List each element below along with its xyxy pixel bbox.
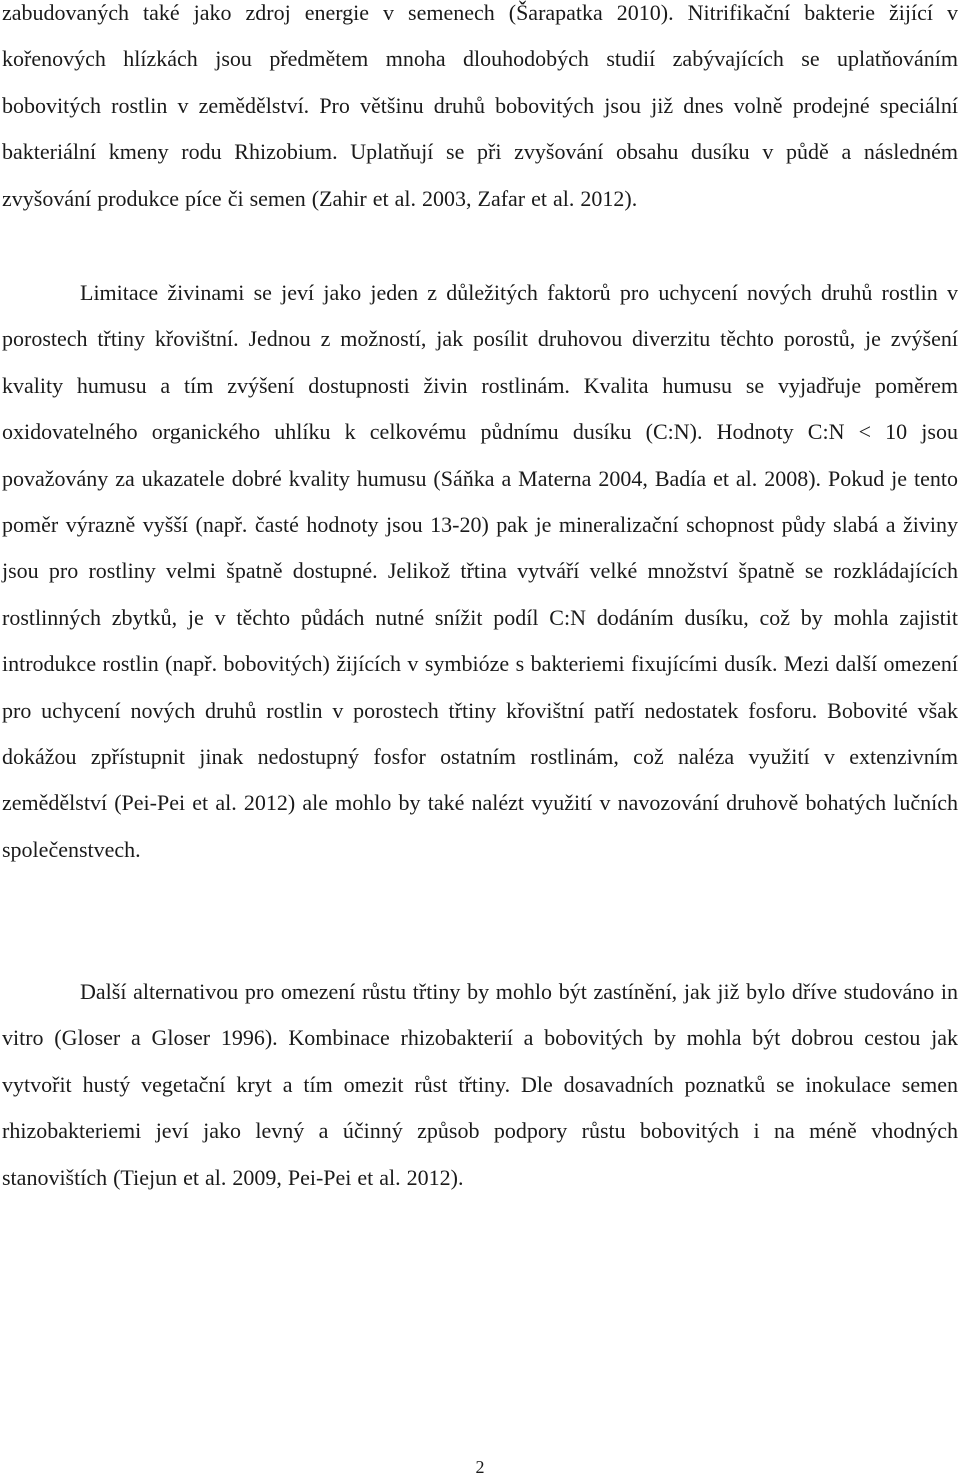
paragraph-block-1 [2,0,958,222]
body-paragraph-1: zabudovaných také jako zdroj energie v semenech (Šarapatka 2010). Nitrifikační bakterie žijící v kořenových hlízkách jsou předmětem mnoha dlouhodobých studií zabývajících se uplatňováním bobovitých rostlin v zemědělství. Pro většinu druhů bobovitých jsou již dnes volně prodejné speciální bakteriální kmeny rodu Rhizobium. Uplatňují se při zvyšování obsahu dusíku v půdě a následném zvyšování produkce píce či semen (Zahir et al. 2003, Zafar et al. 2012). [2,0,958,211]
body-paragraph-2: Limitace živinami se jeví jako jeden z důležitých faktorů pro uchycení nových druhů rostlin v porostech třtiny křovištní. Jednou z možností, jak posílit druhovou diverzitu těchto porostů, je zvýšení kvality humusu a tím zvýšení dostupnosti živin rostlinám. Kvalita humusu se vyjadřuje poměrem oxidovatelného organického uhlíku k celkovému půdnímu dusíku (C:N). Hodnoty C:N < 10 jsou považovány za ukazatele dobré kvality humusu (Sáňka a Materna 2004, Badía et al. 2008). Pokud je tento poměr výrazně vyšší (např. časté hodnoty jsou 13-20) pak je mineralizační schopnost půdy slabá a živiny jsou pro rostliny velmi špatně dostupné. Jelikož třtina vytváří velké množství špatně se rozkládajících rostlinných zbytků, je v těchto půdách nutné snížit podíl C:N dodáním dusíku, což by mohla zajistit introdukce rostlin (např. bobovitých) žijících v symbióze s bakteriemi fixujícími dusík. Mezi další omezení pro uchycení nových druhů rostlin v porostech třtiny křovištní patří nedostatek fosforu. Bobovité však dokážou zpřístupnit jinak nedostupný fosfor ostatním rostlinám, což naléza využití v extenzivním zemědělství (Pei-Pei et al. 2012) ale mohlo by také nalézt využití v navozování druhově bohatých lučních společenstvech. [2,280,958,862]
paragraph-block-2 [2,270,958,873]
paragraph-block-3 [2,969,958,1201]
page-number: 2 [475,1457,485,1477]
body-paragraph-3: Další alternativou pro omezení růstu třtiny by mohlo být zastínění, jak již bylo dříve studováno in vitro (Gloser a Gloser 1996). Kombinace rhizobakterií a bobovitých by mohla být dobrou cestou jak vytvořit hustý vegetační kryt a tím omezit růst třtiny. Dle dosavadních poznatků se inokulace semen rhizobakteriemi jeví jako levný a účinný způsob podpory růstu bobovitých i na méně vhodných stanovištích (Tiejun et al. 2009, Pei-Pei et al. 2012). [2,979,958,1190]
